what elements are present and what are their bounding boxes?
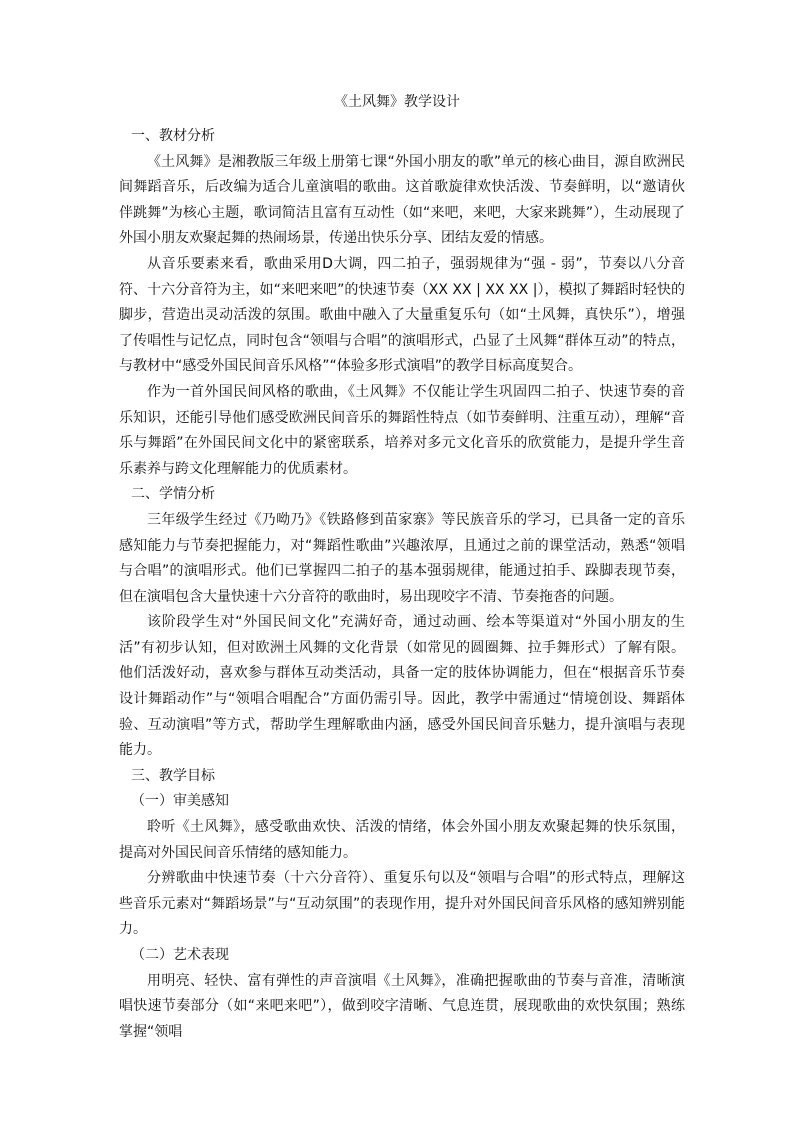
paragraph: 从音乐要素来看，歌曲采用D大调，四二拍子，强弱规律为“强 - 弱”，节奏以八分音符、十六分音符为主，如“来吧来吧”的快速节奏（XX XX | XX XX |），模拟了舞蹈时轻快的脚步，营造出灵动活泼的氛围。歌曲中融入了大量重复乐句（如“土风舞，真快乐”），增强了传唱性与记忆点，同时包含“领唱与合唱”的演唱形式，凸显了土风舞“群体互动”的特点，与教材中“感受外国民间音乐风格”“体验多形式演唱”的教学目标高度契合。 <box>119 255 685 375</box>
document-title: 《土风舞》教学设计 <box>334 94 460 110</box>
paragraph: 《土风舞》是湘教版三年级上册第七课“外国小朋友的歌”单元的核心曲目，源自欧洲民间舞蹈音乐，后改编为适合儿童演唱的歌曲。这首歌旋律欢快活泼、节奏鲜明，以“邀请伙伴跳舞”为核心主题，歌词简洁且富有互动性（如“来吧，来吧，大家来跳舞”），生动展现了外国小朋友欢聚起舞的热闹场景，传递出快乐分享、团结友爱的情感。 <box>119 153 685 247</box>
section-heading-objectives: 三、教学目标 <box>131 767 216 784</box>
section-heading-students: 二、学情分析 <box>131 486 216 503</box>
paragraph: 聆听《土风舞》，感受歌曲欢快、活泼的情绪，体会外国小朋友欢聚起舞的快乐氛围，提高对外国民间音乐情绪的感知能力。 <box>119 819 685 861</box>
document-body <box>119 124 685 1045</box>
paragraph: 三年级学生经过《乃呦乃》《铁路修到苗家寨》等民族音乐的学习，已具备一定的音乐感知能力与节奏把握能力，对“舞蹈性歌曲”兴趣浓厚，且通过之前的课堂活动，熟悉“领唱与合唱”的演唱形式。他们已掌握四二拍子的基本强弱规律，能通过拍手、跺脚表现节奏，但在演唱包含大量快速十六分音符的歌曲时，易出现咬字不清、节奏拖沓的问题。 <box>119 511 685 605</box>
subsection-heading-aesthetic: （一）审美感知 <box>131 793 230 810</box>
paragraph: 该阶段学生对“外国民间文化”充满好奇，通过动画、绘本等渠道对“外国小朋友的生活”有初步认知，但对欧洲土风舞的文化背景（如常见的圆圈舞、拉手舞形式）了解有限。他们活泼好动，喜欢参与群体互动类活动，具备一定的肢体协调能力，但在“根据音乐节奏设计舞蹈动作”与“领唱合唱配合”方面仍需引导。因此，教学中需通过“情境创设、舞蹈体验、互动演唱”等方式，帮助学生理解歌曲内涵，感受外国民间音乐魅力，提升演唱与表现能力。 <box>119 614 685 759</box>
section-heading-materials: 一、教材分析 <box>131 128 216 144</box>
subsection-heading-performance: （二）艺术表现 <box>131 947 230 963</box>
paragraph: 分辨歌曲中快速节奏（十六分音符）、重复乐句以及“领唱与合唱”的形式特点，理解这些音乐元素对“舞蹈场景”与“互动氛围”的表现作用，提升对外国民间音乐风格的感知辨别能力。 <box>119 870 685 938</box>
paragraph: 作为一首外国民间风格的歌曲，《土风舞》不仅能让学生巩固四二拍子、快速节奏的音乐知识，还能引导他们感受欧洲民间音乐的舞蹈性特点（如节奏鲜明、注重互动），理解“音乐与舞蹈”在外国民间文化中的紧密联系，培养对多元文化音乐的欣赏能力，是提升学生音乐素养与跨文化理解能力的优质素材。 <box>119 383 685 477</box>
paragraph: 用明亮、轻快、富有弹性的声音演唱《土风舞》，准确把握歌曲的节奏与音准，清晰演唱快速节奏部分（如“来吧来吧”），做到咬字清晰、气息连贯，展现歌曲的欢快氛围；熟练掌握“领唱 <box>119 972 685 1040</box>
